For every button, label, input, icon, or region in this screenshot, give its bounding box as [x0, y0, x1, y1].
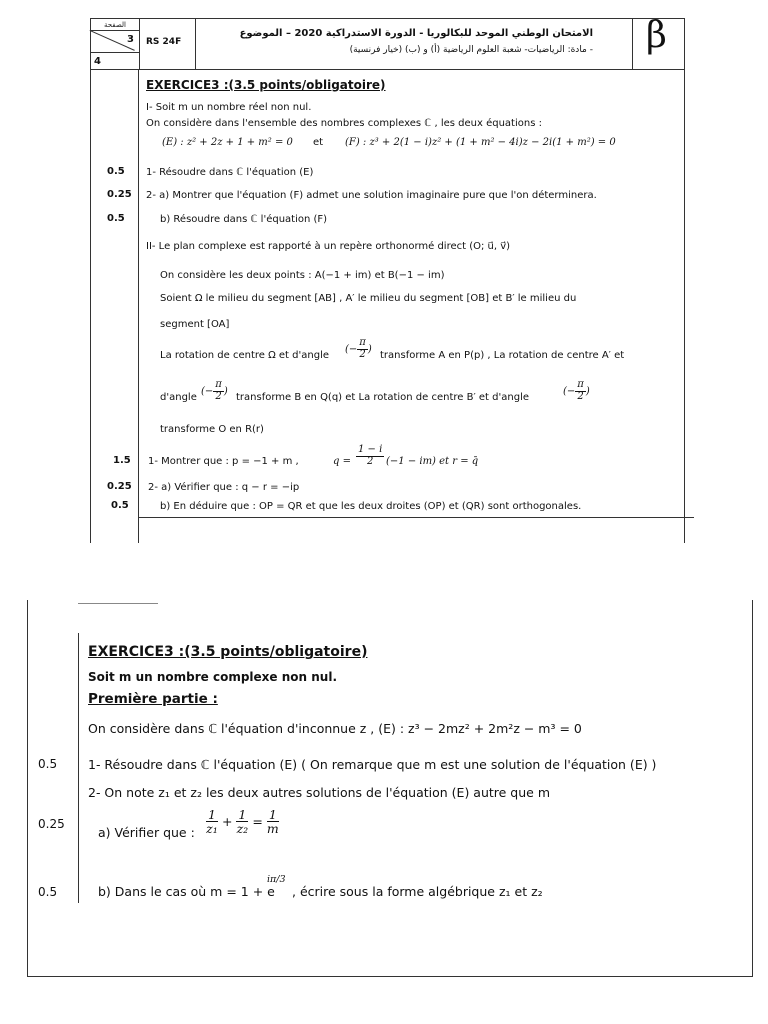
part2-rotation-2a: d'angle — [160, 392, 197, 403]
points-q4b: 0.5 — [111, 500, 129, 511]
part2-rotation-1a: La rotation de centre Ω et d'angle — [160, 350, 329, 361]
question-3a: 1- Montrer que : p = −1 + m , — [148, 456, 299, 467]
part2-midpoints-2: segment [OA] — [160, 319, 230, 330]
angle-fraction-3: (− $\frac{\pi}{2}$ ) — [563, 379, 590, 402]
exam-subtitle-arabic: - مادة: الرياضيات- شعبة العلوم الرياضية (أ) و (ب) (خيار فرنسية) — [349, 45, 593, 55]
part-heading: Première partie : — [88, 691, 218, 707]
question-1: 1- Résoudre dans ℂ l'équation (E) — [146, 167, 314, 178]
intro-2: Soit m un nombre complexe non nul. — [88, 670, 337, 684]
exam-code: RS 24F — [146, 37, 182, 47]
points-q1: 0.5 — [107, 166, 125, 177]
part2-rotation-1b: transforme A en P(p) , La rotation de centre A′ et — [380, 350, 625, 361]
angle-fraction-1: (− $\frac{\pi}{2}$ ) — [345, 337, 372, 360]
page-total: 4 — [94, 56, 101, 67]
question-2-1: 1- Résoudre dans ℂ l'équation (E) ( On remarque que m est une solution de l'équation (E) ) — [88, 757, 657, 772]
exercise-title-2: EXERCICE3 :(3.5 points/obligatoire) — [88, 644, 368, 660]
part1-intro: I- Soit m un nombre réel non nul. — [146, 102, 312, 113]
question-4a: 2- a) Vérifier que : q − r = −ip — [148, 482, 300, 493]
part2-points: On considère les deux points : A(−1 + im) et B(−1 − im) — [160, 270, 445, 281]
question-3-q: q = — [333, 456, 351, 467]
reciprocal-identity: $\frac{1}{\text{z₁}}$ + $\frac{1}{\text{z₂}}$ = $\frac{1}{m}$ — [206, 807, 279, 837]
question-2-2b-part1: b) Dans le cas où m = 1 + e — [98, 884, 275, 899]
question-3-fraction: $\frac{1 - i}{2}$ — [358, 444, 383, 467]
page-label: الصفحة — [104, 21, 126, 29]
question-2-2b-exponent: iπ/3 — [267, 874, 286, 885]
exercise-title: EXERCICE3 :(3.5 points/obligatoire) — [146, 78, 386, 92]
part1-consider: On considère dans l'ensemble des nombres complexes ℂ , les deux équations : — [146, 118, 542, 129]
equation-e: (E) : z² + 2z + 1 + m² = 0 — [162, 137, 293, 148]
equation-separator: et — [313, 137, 324, 148]
consider-equation: On considère dans ℂ l'équation d'inconnue z , (E) : z³ − 2mz² + 2m²z − m³ = 0 — [88, 721, 582, 736]
beta-logo: β — [646, 15, 667, 56]
part2-intro: II- Le plan complexe est rapporté à un repère orthonormé direct (O; u⃗, v⃗) — [146, 241, 511, 252]
page-number: 3 — [127, 34, 134, 45]
points-q2b: 0.5 — [107, 213, 125, 224]
points-2-q2b: 0.5 — [38, 885, 58, 899]
angle-fraction-2: (− $\frac{\pi}{2}$ ) — [201, 379, 228, 402]
part2-rotation-3: transforme O en R(r) — [160, 424, 264, 435]
question-2-2b-part2: , écrire sous la forme algébrique z₁ et z₂ — [292, 884, 543, 899]
question-3b: (−1 − im) et r = q̄ — [386, 456, 479, 467]
question-4b: b) En déduire que : OP = QR et que les deux droites (OP) et (QR) sont orthogonales. — [160, 501, 582, 512]
part2-midpoints-1: Soient Ω le milieu du segment [AB] , A′ le milieu du segment [OB] et B′ le milieu du — [160, 293, 577, 304]
points-2-q2a: 0.25 — [38, 817, 65, 831]
part2-rotation-2b: transforme B en Q(q) et La rotation de centre B′ et d'angle — [236, 392, 529, 403]
equation-f: (F) : z³ + 2(1 − i)z² + (1 + m² − 4i)z − 2i(1 + m²) = 0 — [345, 137, 616, 148]
points-q2a: 0.25 — [107, 189, 132, 200]
question-2b: b) Résoudre dans ℂ l'équation (F) — [160, 214, 328, 225]
points-2-q1: 0.5 — [38, 757, 58, 771]
points-q3: 1.5 — [113, 455, 131, 466]
question-2a: 2- a) Montrer que l'équation (F) admet une solution imaginaire pure que l'on déterminera. — [146, 190, 597, 201]
points-q4a: 0.25 — [107, 481, 132, 492]
question-2-2a-label: a) Vérifier que : — [98, 825, 195, 840]
exam-title-arabic: الامتحان الوطني الموحد للبكالوريا - الدورة الاستدراكية 2020 – الموضوع — [239, 28, 593, 39]
question-2-2: 2- On note z₁ et z₂ les deux autres solutions de l'équation (E) autre que m — [88, 785, 551, 800]
